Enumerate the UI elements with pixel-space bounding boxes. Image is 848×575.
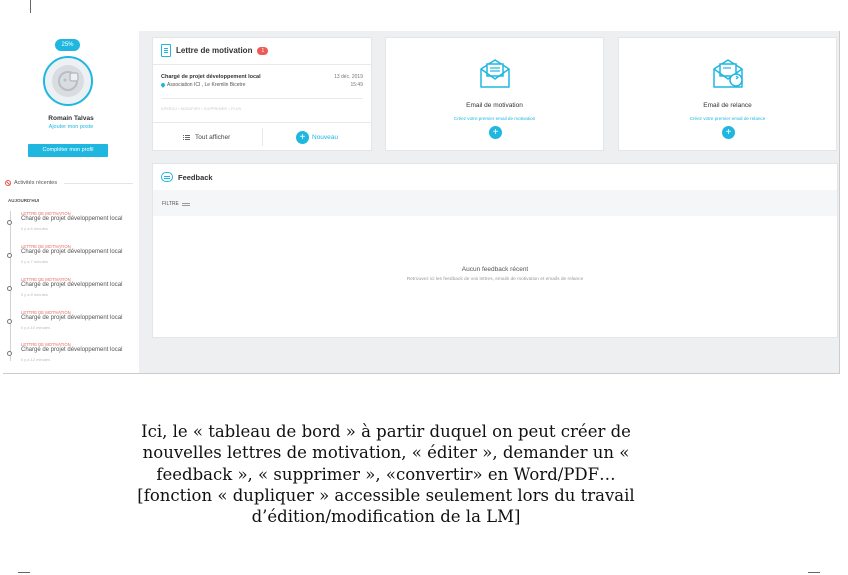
cover-letter-card [152, 37, 372, 151]
add-post-link[interactable]: Ajouter mon poste [48, 124, 94, 130]
cover-letter-header [161, 44, 268, 57]
filter-label: FILTRE [162, 201, 179, 207]
timeline-dot-icon [7, 253, 12, 258]
sliders-icon [182, 202, 190, 207]
divider [161, 98, 363, 99]
recent-activities-header [5, 180, 133, 186]
sidebar [3, 31, 139, 373]
show-all-label: Tout afficher [195, 134, 231, 141]
profile-progress-badge: 25% [55, 39, 80, 51]
cover-letter-item-title[interactable]: Chargé de projet développement local [161, 74, 261, 80]
email-card-title: Email de motivation [466, 102, 523, 109]
recent-activities-label: Activités récentes [14, 180, 58, 186]
ban-icon [5, 180, 11, 186]
cover-letter-count-badge: 1 [257, 47, 268, 55]
activity-category: LETTRE DE MOTIVATION [21, 211, 71, 216]
activity-time: Il y a 7 minutes [21, 259, 48, 264]
email-card-subtitle[interactable]: Créez votre premier email de relance [689, 116, 766, 121]
activity-time: Il y a 8 minutes [21, 292, 48, 297]
activity-item[interactable] [7, 244, 139, 274]
new-label: Nouveau [312, 134, 339, 141]
divider [64, 183, 133, 184]
activity-item[interactable] [7, 310, 139, 340]
cover-letter-item-date: 13 déc. 2019 [334, 74, 363, 80]
activity-title: Chargé de projet développement local [21, 347, 123, 353]
add-motivation-email-button[interactable]: + [489, 126, 502, 139]
complete-profile-button[interactable]: Compléter mon profil [28, 144, 108, 157]
show-all-button[interactable] [183, 134, 230, 141]
avatar[interactable] [43, 56, 93, 106]
activity-item[interactable] [7, 277, 139, 307]
email-card-title: Email de relance [703, 102, 752, 109]
motivation-email-card [385, 37, 604, 151]
activity-time: Il y a 10 minutes [21, 325, 51, 330]
organization-text: Association ICI , Le Kremlin Bicetre [167, 82, 246, 88]
crop-mark [18, 572, 30, 573]
feedback-card [152, 163, 838, 338]
email-card-subtitle[interactable]: Créez votre premier email de motivation [453, 116, 536, 121]
today-label: AUJOURD'HUI [8, 198, 40, 203]
activity-category: LETTRE DE MOTIVATION [21, 277, 71, 282]
cover-letter-item-organization [161, 82, 245, 88]
list-icon [183, 134, 190, 141]
activity-title: Chargé de projet développement local [21, 216, 123, 222]
feedback-empty-title: Aucun feedback récent [461, 266, 529, 273]
feedback-empty-subtitle: Retrouvez ici les feedback de vos lettres, emails de motivation et emails de relance [406, 277, 584, 282]
location-pin-icon [160, 82, 166, 88]
cover-letter-title: Lettre de motivation [176, 46, 253, 55]
plus-icon: + [296, 131, 309, 144]
divider [153, 64, 371, 65]
filter-button[interactable] [162, 201, 190, 207]
timeline-dot-icon [7, 220, 12, 225]
activity-title: Chargé de projet développement local [21, 282, 123, 288]
envelope-letter-icon [478, 56, 512, 90]
crop-mark [30, 0, 31, 13]
feedback-header [161, 172, 213, 182]
new-cover-letter-button[interactable] [296, 131, 338, 144]
dashboard-screenshot [3, 31, 840, 374]
crop-mark [808, 572, 820, 573]
cover-letter-item-time: 15:49 [350, 82, 363, 88]
user-name: Romain Talvas [48, 115, 94, 122]
activity-time: Il y a 12 minutes [21, 357, 51, 362]
divider [153, 122, 371, 123]
follow-up-email-card [618, 37, 837, 151]
activity-title: Chargé de projet développement local [21, 315, 123, 321]
cover-letter-item-actions[interactable]: APERÇU • MODIFIER • SUPPRIMER • PLUS [161, 107, 242, 111]
envelope-refresh-icon [711, 56, 745, 90]
document-icon [161, 44, 171, 57]
activity-title: Chargé de projet développement local [21, 249, 123, 255]
feedback-filter-bar [153, 190, 837, 216]
activity-category: LETTRE DE MOTIVATION [21, 342, 71, 347]
avatar-placeholder-icon [52, 65, 84, 97]
activity-time: Il y a 6 minutes [21, 226, 48, 231]
feedback-title: Feedback [178, 172, 213, 182]
divider [262, 128, 263, 146]
caption-text: Ici, le « tableau de bord » à partir duquel on peut créer de nouvelles lettres de motivation, « éditer », demander un « feedback », « supprimer », «convertir» en Word/PDF… [fonction « dupliquer » accessible seulement lors du travail d’édition/modification de la LM] [137, 422, 635, 527]
activity-category: LETTRE DE MOTIVATION [21, 244, 71, 249]
activity-item[interactable] [7, 211, 139, 241]
activity-category: LETTRE DE MOTIVATION [21, 310, 71, 315]
timeline-dot-icon [7, 286, 12, 291]
timeline-dot-icon [7, 319, 12, 324]
timeline-dot-icon [7, 351, 12, 356]
add-follow-up-email-button[interactable]: + [722, 126, 735, 139]
chat-bubble-icon [161, 172, 173, 182]
activity-item[interactable] [7, 342, 139, 372]
